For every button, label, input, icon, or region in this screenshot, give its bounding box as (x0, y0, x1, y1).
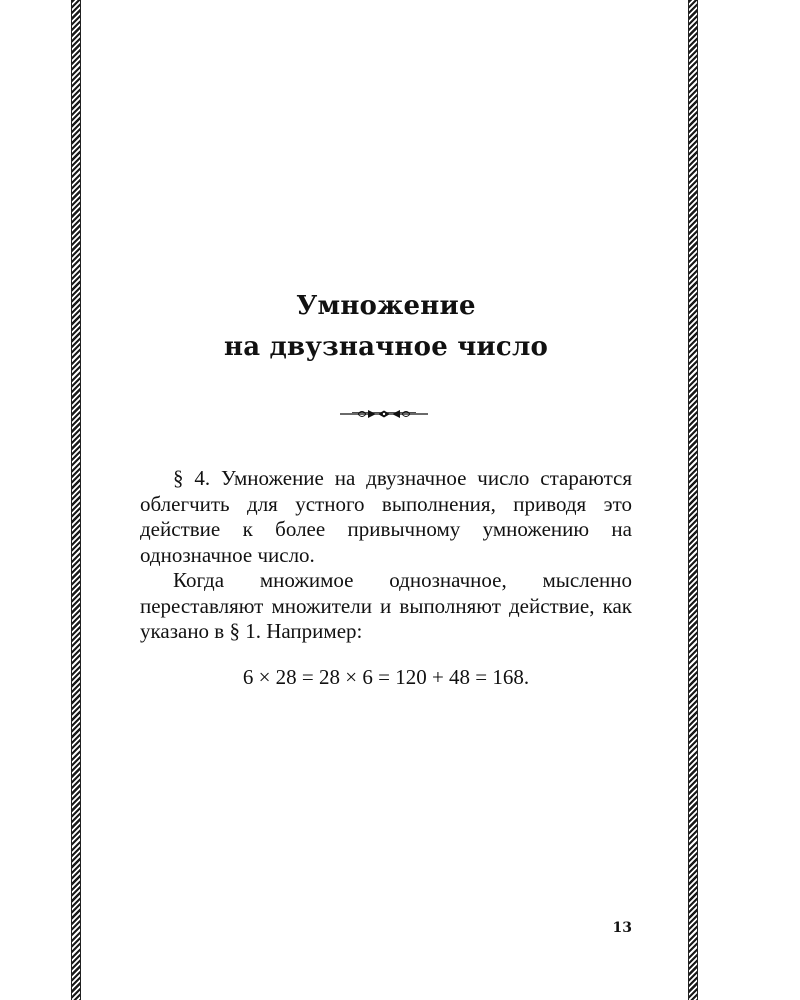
chapter-title (140, 286, 632, 368)
rope-border-right-icon (688, 0, 698, 1000)
body-text (140, 466, 632, 645)
chapter-title-line-1: Умножение (296, 291, 476, 321)
book-page (140, 0, 632, 1000)
paragraph: § 4. Умножение на двузначное число стараются облегчить для устного выполнения, приводя это действие к более привычному умножению на однозначное число. (140, 466, 632, 567)
rope-border-left-icon (71, 0, 81, 1000)
formula: 6 × 28 = 28 × 6 = 120 + 48 = 168. (242, 665, 530, 689)
fleuron-divider-icon (338, 406, 430, 422)
chapter-title-line-2: на двузначное число (223, 332, 549, 362)
page-number: 13 (612, 920, 632, 936)
paragraph: Когда множимое однозначное, мысленно переставляют множители и выполняют действие, как указано в § 1. Например: (140, 568, 632, 643)
